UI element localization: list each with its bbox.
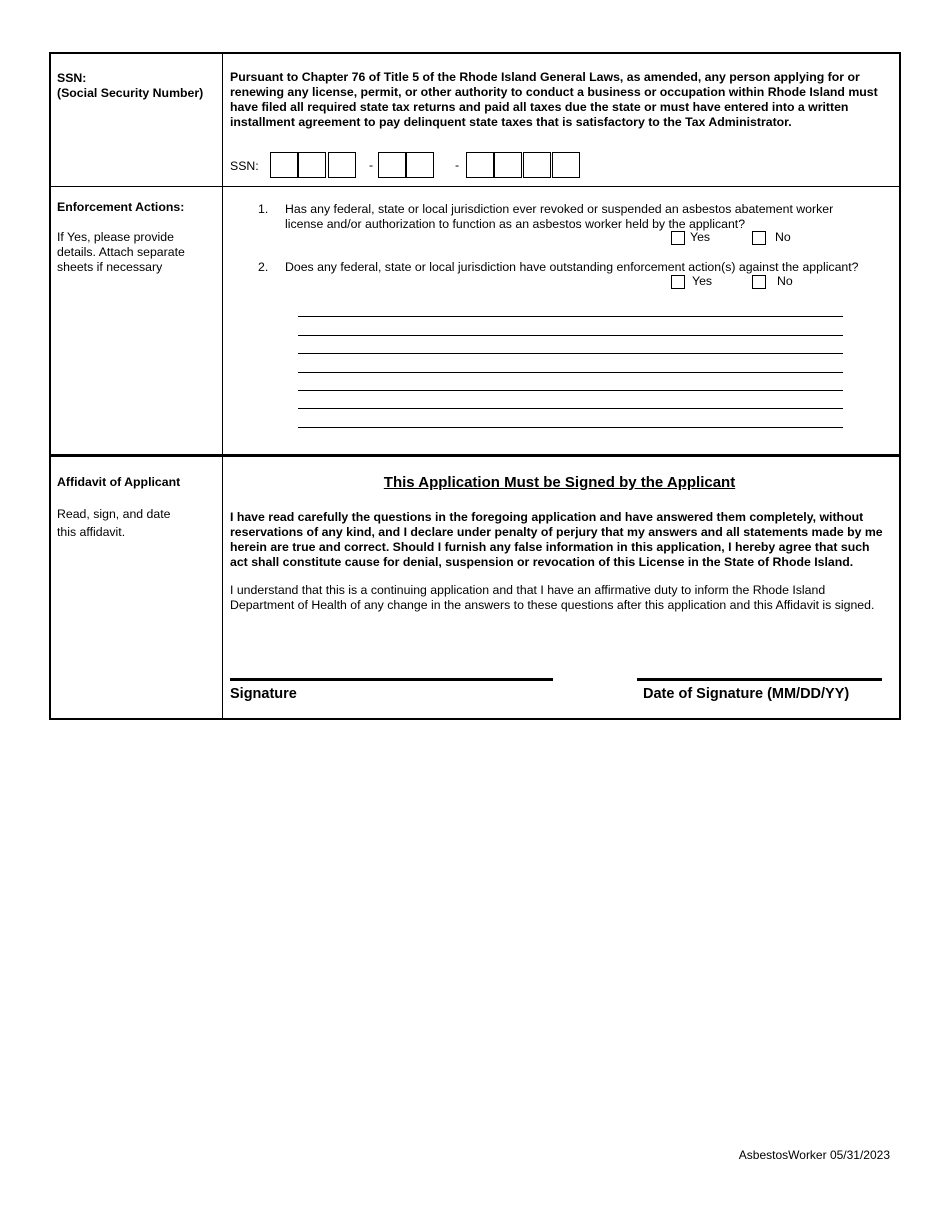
form-table <box>49 52 901 720</box>
details-line[interactable] <box>298 335 843 336</box>
date-of-signature-line[interactable] <box>637 678 882 681</box>
ssn-digit-box[interactable] <box>298 152 326 178</box>
enforcement-instructions: If Yes, please provide details. Attach separate sheets if necessary <box>57 230 185 274</box>
ssn-separator: - <box>455 158 460 172</box>
signature-label: Signature <box>230 686 297 702</box>
details-line[interactable] <box>298 372 843 373</box>
signature-line[interactable] <box>230 678 553 681</box>
question-number: 1. <box>258 202 269 216</box>
enforcement-row <box>51 186 899 457</box>
ssn-digit-box[interactable] <box>328 152 356 178</box>
no-label: No <box>777 274 793 288</box>
ssn-digit-box[interactable] <box>378 152 406 178</box>
ssn-field-label: SSN: <box>230 159 259 173</box>
affidavit-row <box>51 454 899 718</box>
ssn-digit-box[interactable] <box>494 152 522 178</box>
ssn-section-label <box>57 71 203 101</box>
enforcement-title: Enforcement Actions: <box>57 200 185 214</box>
affidavit-continuing-duty: I understand that this is a continuing application and that I have an affirmative duty to inform the Rhode Island Department of Health of any change in the answers to these questions after this application and this Affidavit is signed. <box>230 583 875 612</box>
ssn-notice: Pursuant to Chapter 76 of Title 5 of the Rhode Island General Laws, as amended, any person applying for or renewing any license, permit, or other authority to conduct a business or occupation within Rhode Island must have filed all required state tax returns and paid all taxes due the state or must have entered into a written installment agreement to pay delinquent state taxes that is satisfactory to the Tax Administrator. <box>230 70 878 129</box>
affidavit-instructions: Read, sign, and date this affidavit. <box>57 507 171 539</box>
ssn-label-line2: (Social Security Number) <box>57 86 204 100</box>
ssn-digit-box[interactable] <box>270 152 298 178</box>
date-of-signature-label: Date of Signature (MM/DD/YY) <box>643 686 850 702</box>
question-2-no-checkbox[interactable] <box>752 275 766 289</box>
question-2-yes-checkbox[interactable] <box>671 275 685 289</box>
ssn-separator: - <box>369 158 374 172</box>
yes-label: Yes <box>692 274 713 288</box>
question-text: Has any federal, state or local jurisdiction ever revoked or suspended an asbestos abatement worker license and/or authorization to function as an asbestos worker held by the applicant? <box>285 202 834 231</box>
question-1-no-checkbox[interactable] <box>752 231 766 245</box>
ssn-row <box>51 54 899 187</box>
details-line[interactable] <box>298 316 843 317</box>
form-version: AsbestosWorker 05/31/2023 <box>738 1148 890 1162</box>
affidavit-heading: This Application Must be Signed by the Applicant <box>383 474 736 491</box>
ssn-digit-box[interactable] <box>552 152 580 178</box>
yes-label: Yes <box>690 230 711 244</box>
question-number: 2. <box>258 260 269 274</box>
ssn-digit-box[interactable] <box>466 152 494 178</box>
affidavit-declaration: I have read carefully the questions in the foregoing application and have answered them completely, without reservations of any kind, and I declare under penalty of perjury that my answers and all statements made by me herein are true and correct. Should I furnish any false information in this application, I hereby agree that such act shall constitute cause for denial, suspension or revocation of this License in the State of Rhode Island. <box>230 510 883 569</box>
details-line[interactable] <box>298 427 843 428</box>
ssn-label-line1: SSN: <box>57 71 87 85</box>
details-line[interactable] <box>298 408 843 409</box>
question-text: Does any federal, state or local jurisdiction have outstanding enforcement action(s) against the applicant? <box>285 260 859 274</box>
no-label: No <box>775 230 791 244</box>
question-1-yes-checkbox[interactable] <box>671 231 685 245</box>
ssn-digit-box[interactable] <box>406 152 434 178</box>
affidavit-title: Affidavit of Applicant <box>57 475 181 489</box>
ssn-digit-box[interactable] <box>523 152 551 178</box>
details-line[interactable] <box>298 390 843 391</box>
details-line[interactable] <box>298 353 843 354</box>
